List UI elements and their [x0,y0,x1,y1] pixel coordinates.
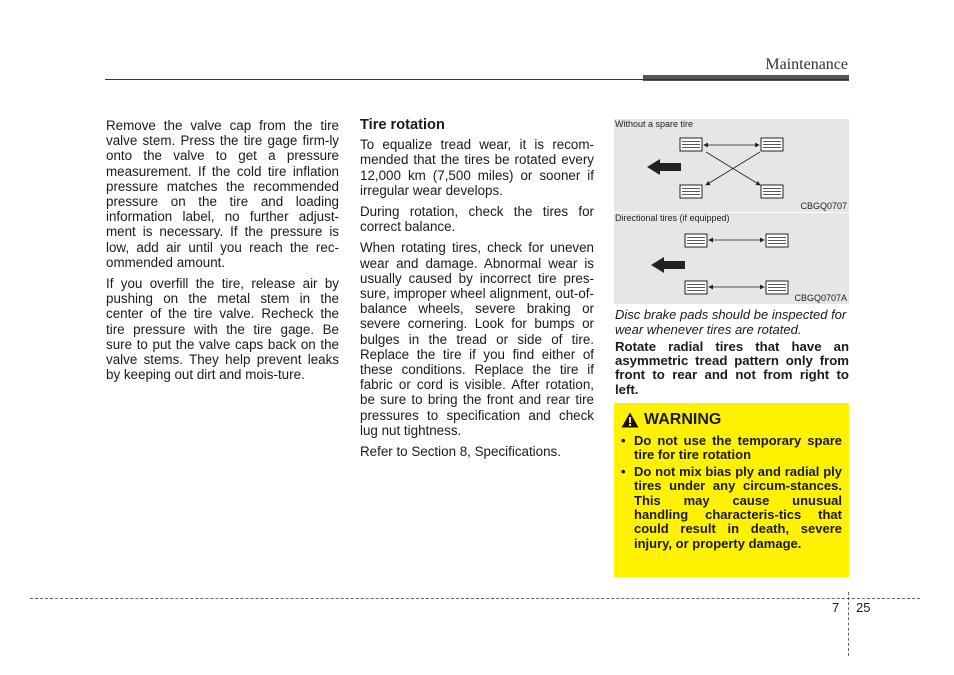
rotation-diagram-directional [614,212,849,304]
chapter-number: 7 [832,600,840,615]
warning-title-text: WARNING [644,411,722,428]
column-2 [360,118,594,465]
direction-arrow-icon [647,159,681,175]
footer-divider [848,592,849,656]
footer-rule [30,598,920,599]
tire-icon [761,138,783,151]
paragraph: If you overfill the tire, release air by pushing on the metal stem in the center of the tire valve. Recheck the tire pressure with the tire gage. Be sure to put the valve caps back on the valve stems. They help prevent leaks by keeping out dirt and mois-ture. [106,276,339,383]
warning-triangle-icon [621,412,639,428]
header-title: Maintenance [765,56,848,73]
paragraph: Refer to Section 8, Specifications. [360,444,561,460]
tire-icon [766,234,788,247]
tire-icon [761,185,783,198]
paragraph: During rotation, check the tires for correct balance. [360,204,594,235]
page-number: 25 [856,600,871,615]
tire-icon [766,281,788,294]
column-1 [106,118,339,388]
figure-code: CBGQ0707A [794,293,847,303]
paragraph: When rotating tires, check for uneven wear and damage. Abnormal wear is usually caused by incorrect tire pres-sure, improper wheel alignment, out-of-balance wheels, severe braking or severe cornering. Look for bumps or bulges in the tread or side of tire. Replace the tire if you find either of these conditions. Replace the tire if fabric or cord is visible. After rotation, be sure to bring the front and rear tire pressures to specification and check lug nut tightness. [360,240,594,438]
warning-item: • Do not use the temporary spare tire for tire rotation [620,434,842,463]
figure-label: Directional tires (if equipped) [615,213,730,223]
warning-item: • Do not mix bias ply and radial ply tires under any circum-stances. This may cause unusual handling characteris-tics that could result in death, severe injury, or property damage. [620,465,842,551]
rotation-diagram-no-spare [614,119,849,212]
paragraph: To equalize tread wear, it is recom-mended that the tires be rotated every 12,000 km (7,500 miles) or sooner if irregular wear develops. [360,137,594,198]
header-bar [643,75,849,81]
rotation-note: Rotate radial tires that have an asymmetric tread pattern only from front to rear and not from right to left. [615,339,849,397]
figure-code: CBGQ0707 [800,201,847,211]
warning-box [614,403,849,577]
warning-list [620,434,842,553]
tire-icon [685,281,707,294]
tire-icon [685,234,707,247]
tire-icon [680,185,702,198]
figure-caption: Disc brake pads should be inspected for wear whenever tires are rotated. [615,307,847,337]
direction-arrow-icon [651,257,685,273]
tire-icon [680,138,702,151]
figure-label: Without a spare tire [615,119,694,129]
header-rule [105,79,849,80]
paragraph: Remove the valve cap from the tire valve stem. Press the tire gage firm-ly onto the valve to get a pressure measurement. If the cold tire inflation pressure matches the recommended pressure on the tire and loading information label, no further adjust-ment is necessary. If the pressure is low, add air until you reach the rec-ommended amount. [106,118,339,270]
rotation-directional-illustration [614,213,849,304]
rotation-no-spare-illustration [614,119,849,212]
section-heading: Tire rotation [360,117,445,133]
warning-title [621,411,721,429]
